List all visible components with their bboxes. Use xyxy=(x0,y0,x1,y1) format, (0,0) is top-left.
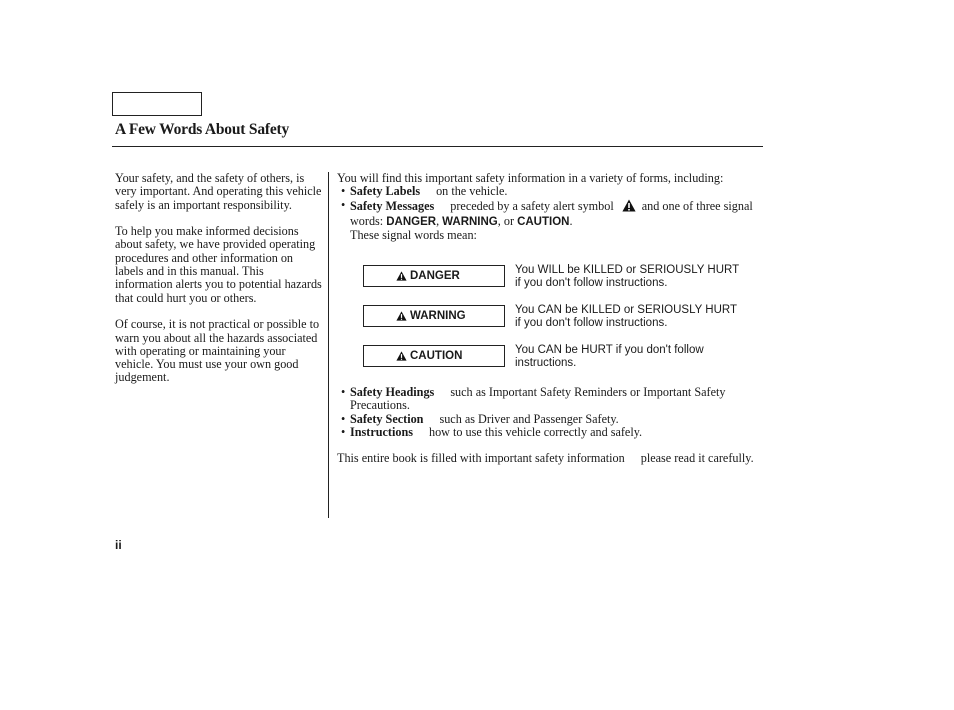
warning-triangle-icon xyxy=(396,271,407,281)
bullet-term: Instructions xyxy=(350,424,413,439)
judgement-paragraph: Of course, it is not practical or possible to warn you about all the hazards associated with operating or maintaining your vehicle. You must use your own good judgement. xyxy=(115,317,320,385)
signal-word-caution: CAUTION xyxy=(517,215,570,228)
bullet-desc: such as Important Safety Reminders or Important Safety Precautions. xyxy=(350,385,726,413)
signal-label: CAUTION xyxy=(410,350,463,362)
page-number: ii xyxy=(115,538,122,552)
right-column xyxy=(337,172,757,242)
forms-list-top xyxy=(337,185,757,242)
signal-row-warning xyxy=(363,305,763,339)
warning-label-box xyxy=(363,305,505,327)
forms-intro: You will find this important safety information in a variety of forms, including: xyxy=(337,171,724,185)
bullet-desc: preceded by a safety alert symbol xyxy=(450,198,614,213)
list-item: • Safety Messages preceded by a safety alert symbol and one of three signal words: DANGER, WARNING, or CAUTION. These signal words mean: xyxy=(341,197,753,243)
signal-label: WARNING xyxy=(410,310,466,322)
list-item: • Safety Section such as Driver and Passenger Safety. xyxy=(341,411,619,426)
column-divider xyxy=(328,172,329,518)
signal-label: DANGER xyxy=(410,270,460,282)
page-title: A Few Words About Safety xyxy=(115,121,290,138)
bullet-term: Safety Messages xyxy=(350,198,435,213)
bullet-desc: how to use this vehicle correctly and safely. xyxy=(428,424,643,439)
bullet-term: Safety Section xyxy=(350,411,424,426)
list-item: • Safety Labels on the vehicle. xyxy=(341,184,508,199)
warning-triangle-icon xyxy=(622,199,636,215)
closing-text-a: This entire book is filled with important safety information xyxy=(337,451,625,465)
signal-row-danger xyxy=(363,265,763,299)
warning-triangle-icon xyxy=(396,311,407,321)
signal-meaning: You CAN be KILLED or SERIOUSLY HURT if you don't follow instructions. xyxy=(515,304,737,329)
list-item: • Instructions how to use this vehicle correctly and safely. xyxy=(341,424,643,439)
bullet-term: Safety Headings xyxy=(350,385,435,399)
closing-paragraph xyxy=(337,452,757,465)
bullet-desc: on the vehicle. xyxy=(436,184,508,199)
bullet-desc: such as Driver and Passenger Safety. xyxy=(439,411,619,426)
section-tab-box xyxy=(112,92,202,116)
signal-word-danger: DANGER xyxy=(386,215,437,228)
signal-row-caution xyxy=(363,345,763,379)
title-rule xyxy=(112,146,763,147)
intro-paragraph: Your safety, and the safety of others, is very important. And operating this vehicle safely is an important responsibility. xyxy=(115,171,322,212)
forms-list-bottom xyxy=(337,386,757,439)
signal-meaning: You WILL be KILLED or SERIOUSLY HURT if you don't follow instructions. xyxy=(515,264,739,289)
danger-label-box xyxy=(363,265,505,287)
caution-label-box xyxy=(363,345,505,367)
closing-text-b: please read it carefully. xyxy=(640,451,754,465)
bullet-term: Safety Labels xyxy=(350,184,421,199)
messages-cont: and one of three signal words: xyxy=(350,198,753,228)
list-item: • Safety Headings such as Important Safety Reminders or Important Safety Precautions. xyxy=(341,385,726,413)
signal-word-warning: WARNING xyxy=(442,215,498,228)
informed-paragraph: To help you make informed decisions about safety, we have provided operating procedures and other information on labels and in this manual. This information alerts you to potential hazards that could hurt you or others. xyxy=(115,224,322,305)
signal-meaning: You CAN be HURT if you don't follow instructions. xyxy=(515,344,704,369)
warning-triangle-icon xyxy=(396,351,407,361)
left-column xyxy=(115,172,323,398)
signal-words-mean: These signal words mean: xyxy=(350,228,477,243)
